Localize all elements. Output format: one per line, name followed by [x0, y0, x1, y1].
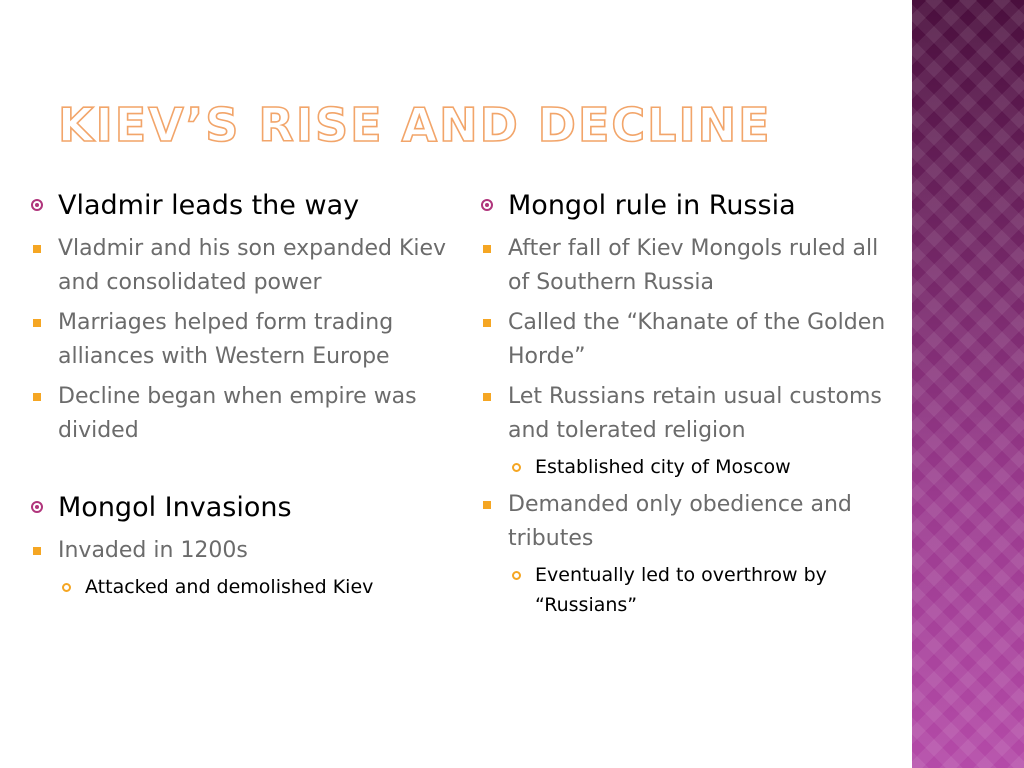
bullet-heading: Vladmir leads the way	[58, 190, 360, 221]
square-bullet-icon	[33, 319, 41, 327]
bullet-heading: Mongol rule in Russia	[508, 190, 796, 221]
bullet-level2	[28, 380, 448, 448]
bullet-level3	[508, 452, 898, 482]
bullet-level1	[28, 488, 448, 528]
right-column	[478, 186, 898, 620]
square-bullet-icon	[483, 393, 491, 401]
bullet-level2	[28, 306, 448, 374]
bullet-heading: Mongol Invasions	[58, 492, 292, 523]
square-bullet-icon	[483, 501, 491, 509]
square-bullet-icon	[33, 547, 41, 555]
decorative-side-band	[912, 0, 1024, 768]
bullet-text: Let Russians retain usual customs and tolerated religion	[508, 384, 882, 443]
bullet-level3	[508, 560, 898, 620]
bullet-level2	[478, 306, 898, 374]
bullet-level2	[478, 488, 898, 556]
square-bullet-icon	[33, 393, 41, 401]
bullet-text: Vladmir and his son expanded Kiev and consolidated power	[58, 236, 447, 295]
bullet-level2	[478, 232, 898, 300]
bullet-level2	[28, 534, 448, 568]
square-bullet-icon	[33, 245, 41, 253]
bullet-text: Demanded only obedience and tributes	[508, 492, 852, 551]
bullet-level1	[28, 186, 448, 226]
square-bullet-icon	[483, 245, 491, 253]
square-bullet-icon	[483, 319, 491, 327]
circle-bullet-icon	[31, 199, 43, 211]
left-column	[28, 186, 448, 602]
bullet-level1	[478, 186, 898, 226]
slide-title: KIEV’S RISE AND DECLINE	[58, 98, 772, 152]
ring-bullet-icon	[512, 571, 521, 580]
bullet-text: Established city of Moscow	[535, 456, 791, 478]
ring-bullet-icon	[62, 583, 71, 592]
bullet-text: Eventually led to overthrow by “Russians”	[535, 564, 827, 616]
bullet-level3	[58, 572, 448, 602]
bullet-text: Attacked and demolished Kiev	[85, 576, 374, 598]
bullet-text: Invaded in 1200s	[58, 538, 248, 563]
bullet-text: Decline began when empire was divided	[58, 384, 417, 443]
circle-bullet-icon	[481, 199, 493, 211]
bullet-level2	[478, 380, 898, 448]
circle-bullet-icon	[31, 501, 43, 513]
bullet-text: Marriages helped form trading alliances with Western Europe	[58, 310, 394, 369]
bullet-text: Called the “Khanate of the Golden Horde”	[508, 310, 886, 369]
ring-bullet-icon	[512, 463, 521, 472]
bullet-text: After fall of Kiev Mongols ruled all of Southern Russia	[508, 236, 879, 295]
bullet-level2	[28, 232, 448, 300]
